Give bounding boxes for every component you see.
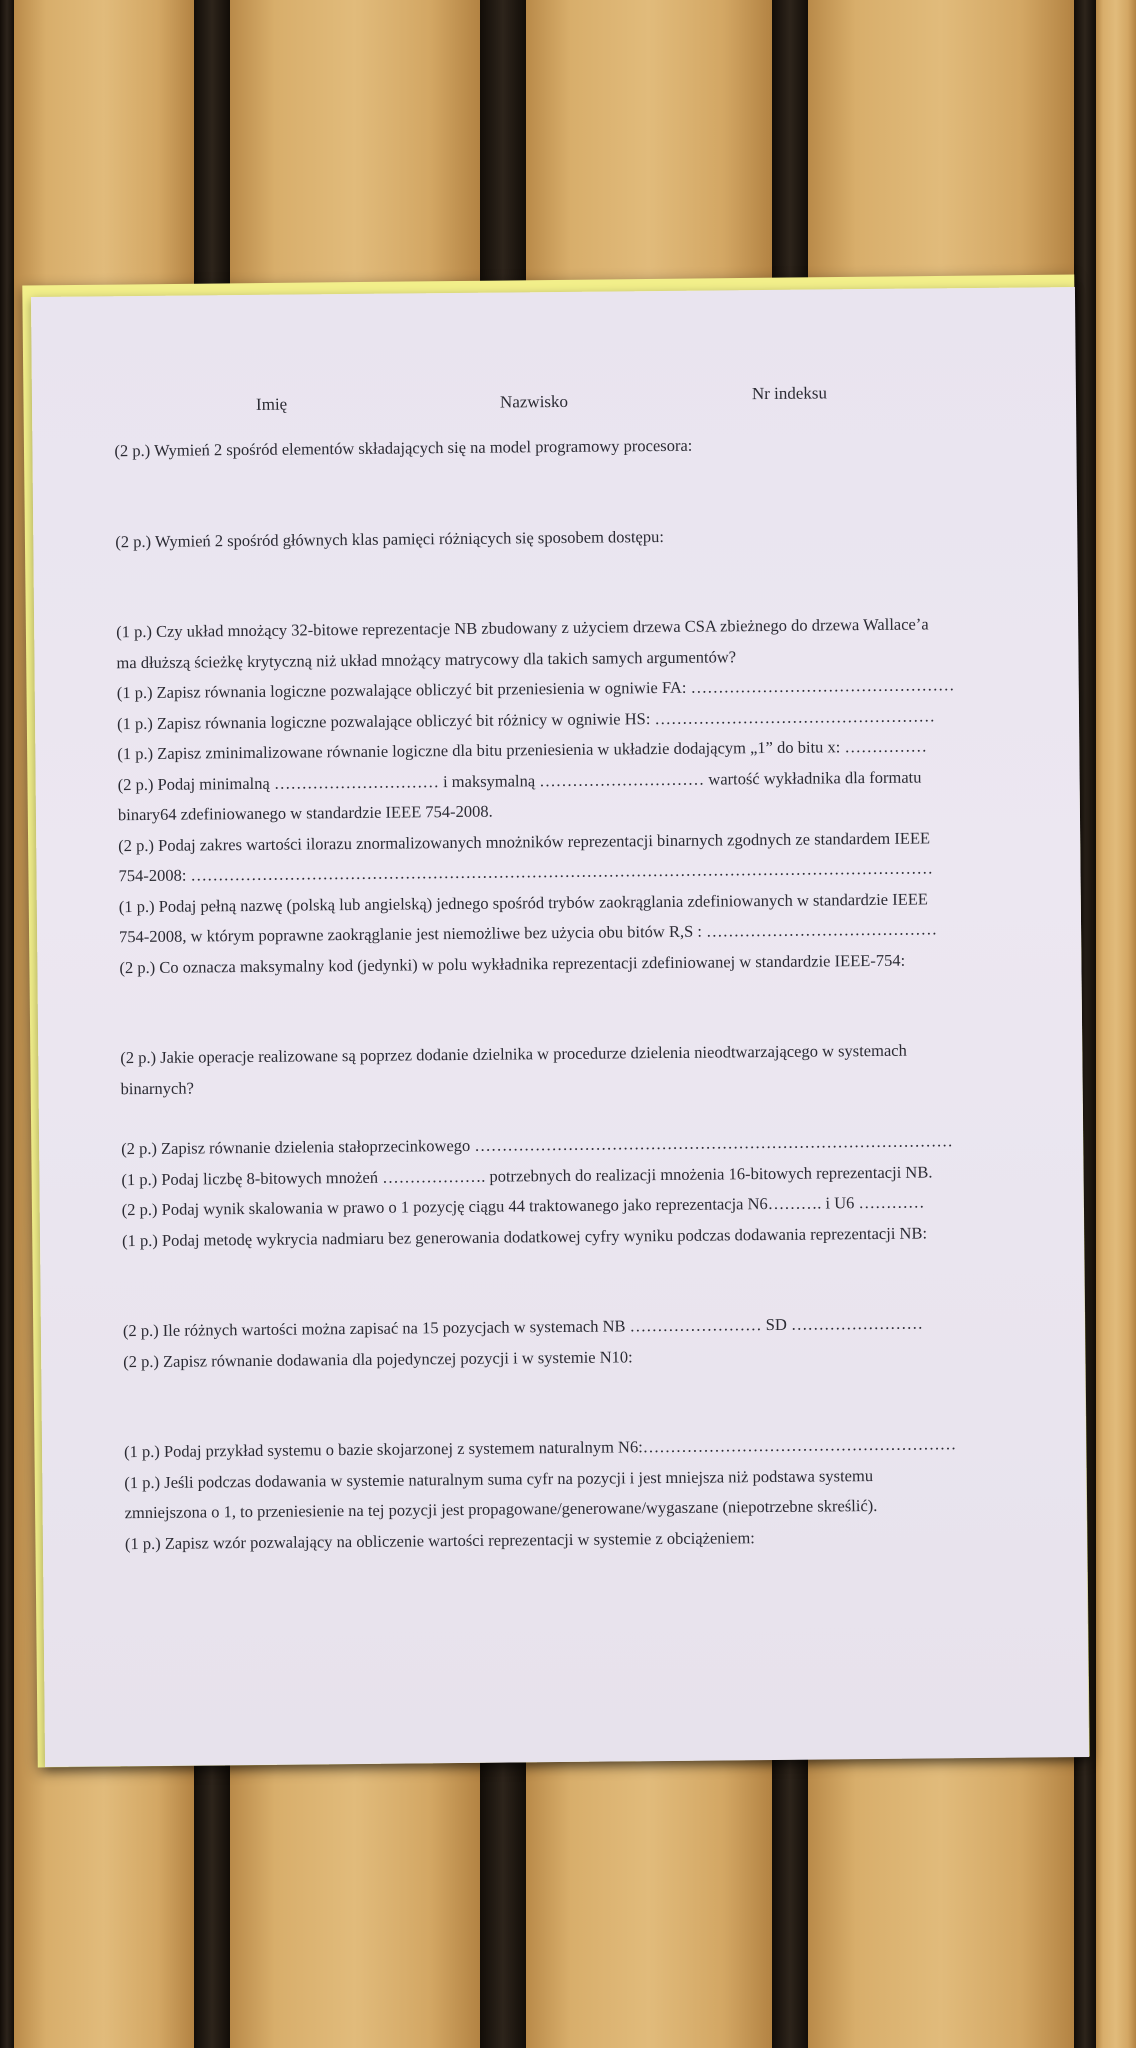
- header-last-name: Nazwisko: [499, 391, 569, 412]
- question-line: binary64 zdefiniowanego w standardzie IEEE 754-2008.: [117, 801, 493, 825]
- header-first-name: Imię: [255, 394, 288, 414]
- bench-gap: [0, 0, 14, 2048]
- bench-plank: [1096, 0, 1136, 2048]
- question-line: (1 p.) Zapisz zminimalizowane równanie logiczne dla bitu przeniesienia w układzie dodającym „1” do bitu x: ……………: [117, 736, 928, 764]
- question-line: (2 p.) Ile różnych wartości można zapisać na 15 pozycjach w systemach NB …………………… SD ……………………: [122, 1313, 924, 1341]
- question-line: (1 p.) Podaj przykład systemu o bazie skojarzonej z systemem naturalnym N6:…………………………………………………: [123, 1434, 957, 1462]
- header-index-number: Nr indeksu: [751, 383, 828, 404]
- question-line: (2 p.) Wymień 2 spośród głównych klas pamięci różniących się sposobem dostępu:: [115, 526, 664, 551]
- question-line: (2 p.) Podaj wynik skalowania w prawo o 1 pozycję ciągu 44 traktowanego jako reprezentacja N6………. i U6 …………: [121, 1192, 925, 1220]
- question-list: [114, 428, 1005, 1559]
- question-line: (2 p.) Zapisz równanie dodawania dla pojedynczej pozycji i w systemie N10:: [123, 1346, 633, 1371]
- question-line: (1 p.) Podaj metodę wykrycia nadmiaru bez generowania dodatkowej cyfry wyniku podczas dodawania reprezentacji NB:: [121, 1222, 928, 1250]
- exam-sheet: [31, 287, 1089, 1767]
- question-line: (1 p.) Zapisz równania logiczne pozwalające obliczyć bit przeniesienia w ogniwie FA: …………………………………………: [116, 675, 955, 703]
- question-line: 754-2008: ………………………………………………………………………………………………………………………: [118, 858, 934, 886]
- question-line: (1 p.) Czy układ mnożący 32-bitowe reprezentacje NB zbudowany z użyciem drzewa CSA zbieżnego do drzewa Wallace’a: [116, 614, 929, 642]
- question-line: 754-2008, w którym poprawne zaokrąglanie jest niemożliwe bez użycia obu bitów R,S : ……………………………………: [119, 919, 938, 947]
- question-line: zmniejszona o 1, to przeniesienie na tej pozycji jest propagowane/generowane/wygaszane (niepotrzebne skreślić).: [124, 1495, 878, 1523]
- question-line: (1 p.) Podaj pełną nazwę (polską lub angielską) jednego spośród trybów zaokrąglania zdefiniowanych w standardzie IEEE: [118, 888, 929, 916]
- question-line: (1 p.) Podaj liczbę 8-bitowych mnożeń ………………. potrzebnych do realizacji mnożenia 16-bitowych reprezentacji NB.: [121, 1161, 933, 1189]
- question-line: (1 p.) Jeśli podczas dodawania w systemie naturalnym suma cyfr na pozycji i jest mniejsza niż podstawa systemu: [124, 1465, 874, 1492]
- question-line: ma dłuższą ścieżkę krytyczną niż układ mnożący matrycowy dla takich samych argumentów?: [116, 646, 737, 672]
- question-line: (2 p.) Zapisz równanie dzielenia stałoprzecinkowego ……………………………………………………………………………: [121, 1131, 953, 1159]
- question-line: (2 p.) Podaj minimalną ………………………… i maksymalną ………………………… wartość wykładnika dla formatu: [117, 767, 922, 794]
- question-line: (1 p.) Zapisz równania logiczne pozwalające obliczyć bit różnicy w ogniwie HS: ……………………………………………: [116, 705, 936, 733]
- question-line: (2 p.) Podaj zakres wartości ilorazu znormalizowanych mnożników reprezentacji binarnych zgodnych ze standardem IEEE: [118, 827, 931, 855]
- question-line: binarnych?: [120, 1078, 194, 1098]
- question-line: (2 p.) Wymień 2 spośród elementów składających się na model programowy procesora:: [114, 435, 693, 461]
- question-line: (2 p.) Jakie operacje realizowane są poprzez dodanie dzielnika w procedurze dzielenia nieodtwarzającego w systemach: [120, 1040, 907, 1068]
- question-line: (1 p.) Zapisz wzór pozwalający na obliczenie wartości reprezentacji w systemie z obciążeniem:: [124, 1527, 755, 1553]
- question-line: (2 p.) Co oznacza maksymalny kod (jedynki) w polu wykładnika reprezentacji zdefiniowanej w standardzie IEEE-754:: [119, 950, 906, 977]
